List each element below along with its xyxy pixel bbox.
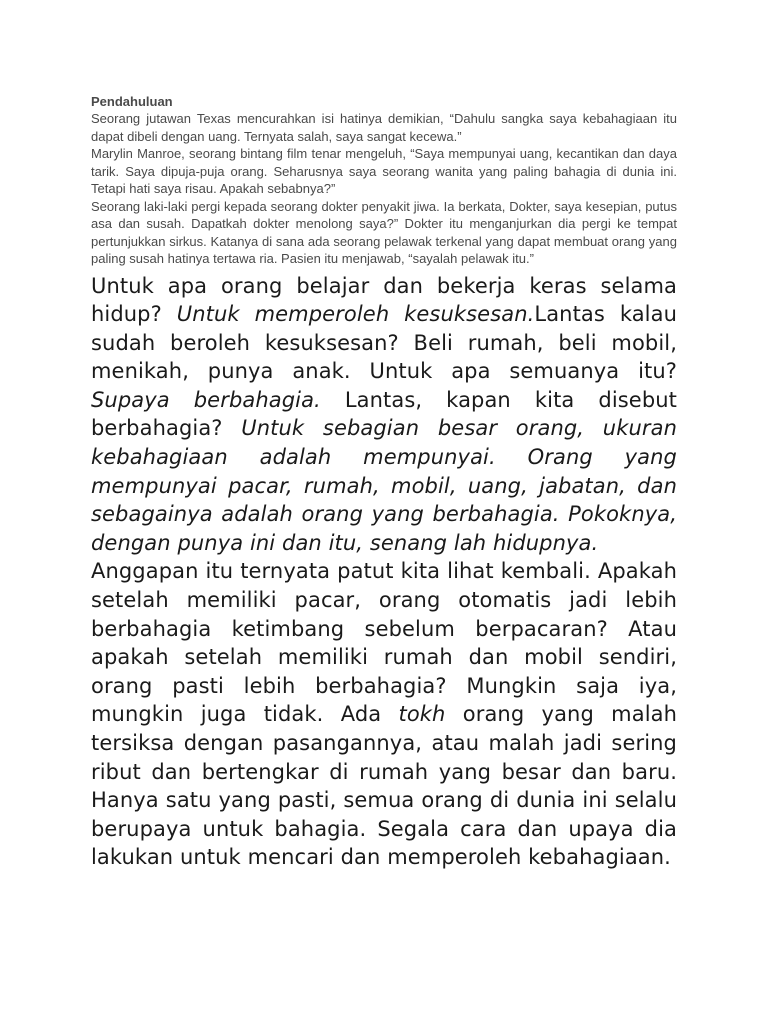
intro-paragraph-3: Seorang laki-laki pergi kepada seorang dokter penyakit jiwa. Ia berkata, Dokter, saya kesepian, putus asa dan susah. Dapatkah dokter menolong saya?” Dokter itu menganjurkan dia pergi ke tempat pertunjukkan sirkus. Katanya di sana ada seorang pelawak terkenal yang dapat membuat orang yang paling susah hatinya tertawa ria. Pasien itu menjawab, “sayalah pelawak itu.” xyxy=(91,198,677,266)
p1-italic-1: Untuk memperoleh kesuksesan. xyxy=(176,302,535,327)
p2-text-2: orang yang malah tersiksa dengan pasangannya, atau malah jadi sering ribut dan bertengkar di rumah yang besar dan baru. Hanya satu yang pasti, semua orang di dunia ini selalu berupaya untuk bahagia. Segala cara dan upaya dia lakukan untuk mencari dan memperoleh kebahagiaan. xyxy=(91,702,678,870)
body-paragraph-1 xyxy=(91,272,677,558)
p1-italic-2: Supaya berbahagia. xyxy=(91,387,321,412)
p1-text-3: Lantas, kapan kita disebut berbahagia? xyxy=(91,387,677,441)
intro-paragraph-1: Seorang jutawan Texas mencurahkan isi hatinya demikian, “Dahulu sangka saya kebahagiaan itu dapat dibeli dengan uang. Ternyata salah, saya sangat kecewa.” xyxy=(91,111,677,144)
p1-text-1: Untuk apa orang belajar dan bekerja keras selama hidup? xyxy=(91,273,677,327)
body-paragraph-2 xyxy=(91,557,677,872)
section-heading: Pendahuluan xyxy=(91,94,173,109)
p1-text-2: Lantas kalau sudah beroleh kesuksesan? Beli rumah, beli mobil, menikah, punya anak. Untuk apa semuanya itu? xyxy=(91,302,677,384)
p2-italic-1: tokh xyxy=(398,702,446,727)
intro-paragraph-2: Marylin Manroe, seorang bintang film tenar mengeluh, “Saya mempunyai uang, kecantikan dan daya tarik. Saya dipuja-puja orang. Seharusnya saya seorang wanita yang paling bahagia di dunia ini. Tetapi hati saya risau. Apakah sebabnya?” xyxy=(91,146,677,196)
document-page xyxy=(91,93,677,872)
p1-italic-3: Untuk sebagian besar orang, ukuran kebahagiaan adalah mempunyai. Orang yang mempunyai pacar, rumah, mobil, uang, jabatan, dan sebagainya adalah orang yang berbahagia. Pokoknya, dengan punya ini dan itu, senang lah hidupnya. xyxy=(91,416,677,555)
p2-text-1: Anggapan itu ternyata patut kita lihat kembali. Apakah setelah memiliki pacar, orang otomatis jadi lebih berbahagia ketimbang sebelum berpacaran? Atau apakah setelah memiliki rumah dan mobil sendiri, orang pasti lebih berbahagia? Mungkin saja iya, mungkin juga tidak. Ada xyxy=(91,559,677,727)
